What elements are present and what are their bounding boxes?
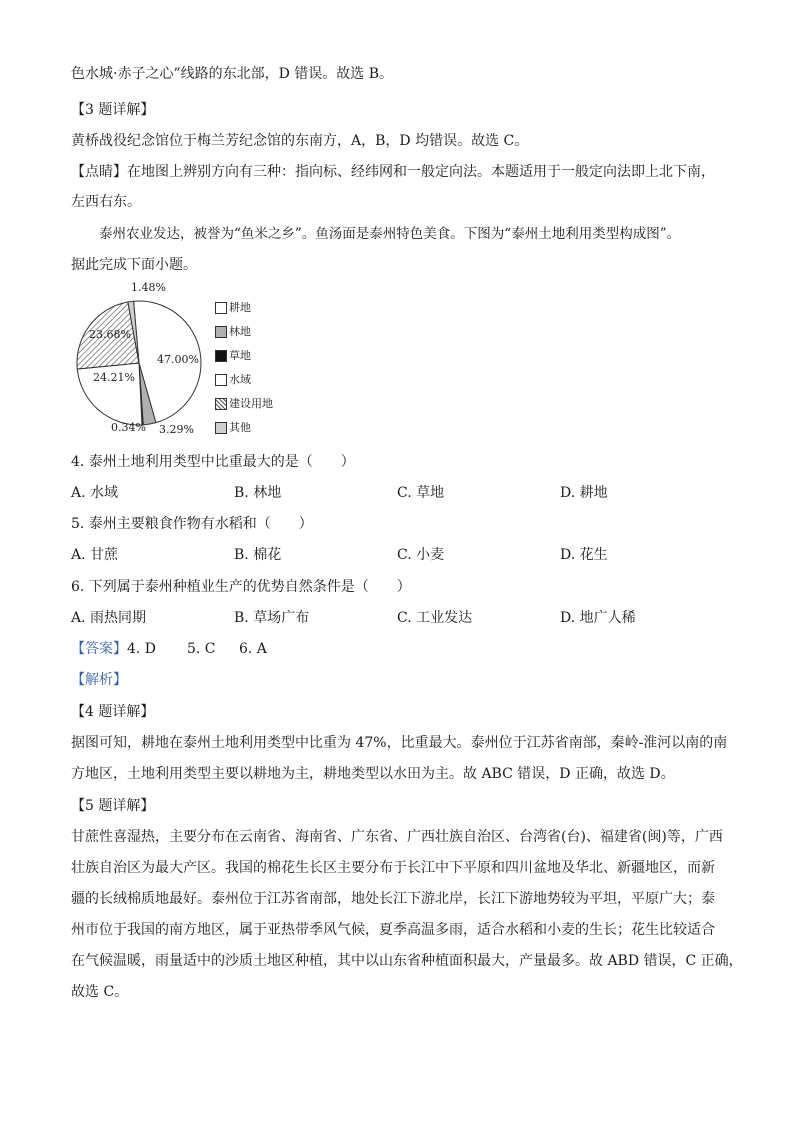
q6-option-b: B. 草场广布 — [234, 610, 310, 626]
text-line: 色水城·赤子之心”线路的东北部，D 错误。故选 B。 — [71, 66, 394, 82]
land-use-pie-chart — [71, 281, 341, 441]
q4-option-d: D. 耕地 — [560, 485, 608, 501]
legend-item — [215, 349, 251, 363]
intro-line-1: 泰州农业发达，被誉为“鱼米之乡”。鱼汤面是泰州特色美食。下图为“泰州土地利用类型构成图”。 — [99, 226, 681, 242]
q6-option-c: C. 工业发达 — [397, 610, 473, 626]
q5-detail-line: 故选 C。 — [71, 984, 129, 1000]
q6-option-a: A. 雨热同期 — [71, 610, 147, 626]
legend-item — [215, 325, 251, 339]
tip-line-1 — [71, 162, 715, 182]
legend-label: 耕地 — [229, 301, 251, 314]
answer-item: 5. C — [187, 641, 216, 657]
legend-swatch — [215, 350, 227, 362]
q4-option-b: B. 林地 — [234, 485, 282, 501]
legend-swatch — [215, 422, 227, 434]
question-6-stem: 6. 下列属于泰州种植业生产的优势自然条件是（ ） — [71, 579, 411, 595]
tip-line-2: 左西右东。 — [71, 194, 141, 210]
legend-label: 草地 — [229, 349, 251, 362]
legend-swatch — [215, 374, 227, 386]
legend-label: 建设用地 — [229, 397, 273, 410]
pie-slice-label: 0.34% — [111, 421, 146, 434]
tip-text: 在地图上辨别方向有三种：指向标、经纬网和一般定向法。本题适用于一般定向法即上北下南， — [127, 164, 715, 180]
q4-detail-header: 【4 题详解】 — [71, 704, 155, 720]
pie-svg — [71, 281, 211, 441]
q5-detail-line: 在气候温暖，雨量适中的沙质土地区种植，其中以山东省种植面积最大，产量最多。故 ABD 错误，C 正确， — [71, 953, 743, 969]
q4-detail-line: 方地区，土地利用类型主要以耕地为主，耕地类型以水田为主。故 ABC 错误，D 正确，故选 D。 — [71, 766, 675, 782]
analysis-label: 【解析】 — [71, 672, 127, 688]
q6-option-d: D. 地广人稀 — [560, 610, 636, 626]
q5-detail-header: 【5 题详解】 — [71, 798, 155, 814]
pie-slice-label: 47.00% — [157, 353, 199, 366]
q3-detail: 黄桥战役纪念馆位于梅兰芳纪念馆的东南方，A，B，D 均错误。故选 C。 — [71, 133, 529, 149]
answer-item: 4. D — [127, 641, 157, 657]
legend-label: 其他 — [229, 421, 251, 434]
legend-label: 水域 — [229, 373, 251, 386]
pie-slice-label: 3.29% — [159, 423, 194, 436]
answer-item: 6. A — [239, 641, 267, 657]
q5-option-a: A. 甘蔗 — [71, 547, 119, 563]
legend-item — [215, 301, 251, 315]
question-4-stem: 4. 泰州土地利用类型中比重最大的是（ ） — [71, 454, 355, 470]
q4-option-a: A. 水域 — [71, 485, 119, 501]
question-5-stem: 5. 泰州主要粮食作物有水稻和（ ） — [71, 516, 313, 532]
q5-option-c: C. 小麦 — [397, 547, 445, 563]
intro-line-2: 据此完成下面小题。 — [71, 257, 197, 273]
legend-swatch — [215, 326, 227, 338]
legend-item — [215, 421, 251, 435]
legend-item — [215, 397, 273, 411]
pie-slice-label: 24.21% — [93, 371, 135, 384]
legend-item — [215, 373, 251, 387]
pie-legend — [215, 301, 325, 441]
answer-line — [71, 639, 267, 659]
legend-label: 林地 — [229, 325, 251, 338]
answer-label: 【答案】 — [71, 641, 127, 657]
q3-header: 【3 题详解】 — [71, 102, 155, 118]
q5-option-b: B. 棉花 — [234, 547, 282, 563]
pie-slice-label: 23.68% — [89, 328, 131, 341]
q5-detail-line: 甘蔗性喜湿热，主要分布在云南省、海南省、广东省、广西壮族自治区、台湾省(台)、福建省(闽)等，广西 — [71, 829, 723, 845]
q4-option-c: C. 草地 — [397, 485, 445, 501]
tip-label: 【点睛】 — [71, 164, 127, 180]
q5-detail-line: 州市位于我国的南方地区，属于亚热带季风气候，夏季高温多雨，适合水稻和小麦的生长；花生比较适合 — [71, 922, 715, 938]
q5-detail-line: 壮族自治区为最大产区。我国的棉花生长区主要分布于长江中下平原和四川盆地及华北、新疆地区，而新 — [71, 860, 715, 876]
legend-swatch — [215, 302, 227, 314]
pie-slice-label: 1.48% — [131, 281, 166, 294]
legend-swatch — [215, 398, 227, 410]
q4-detail-line: 据图可知，耕地在泰州土地利用类型中比重为 47%，比重最大。泰州位于江苏省南部，秦岭-淮河以南的南 — [71, 735, 728, 751]
q5-option-d: D. 花生 — [560, 547, 608, 563]
q5-detail-line: 疆的长绒棉质地最好。泰州位于江苏省南部，地处长江下游北岸，长江下游地势较为平坦，平原广大；泰 — [71, 891, 715, 907]
